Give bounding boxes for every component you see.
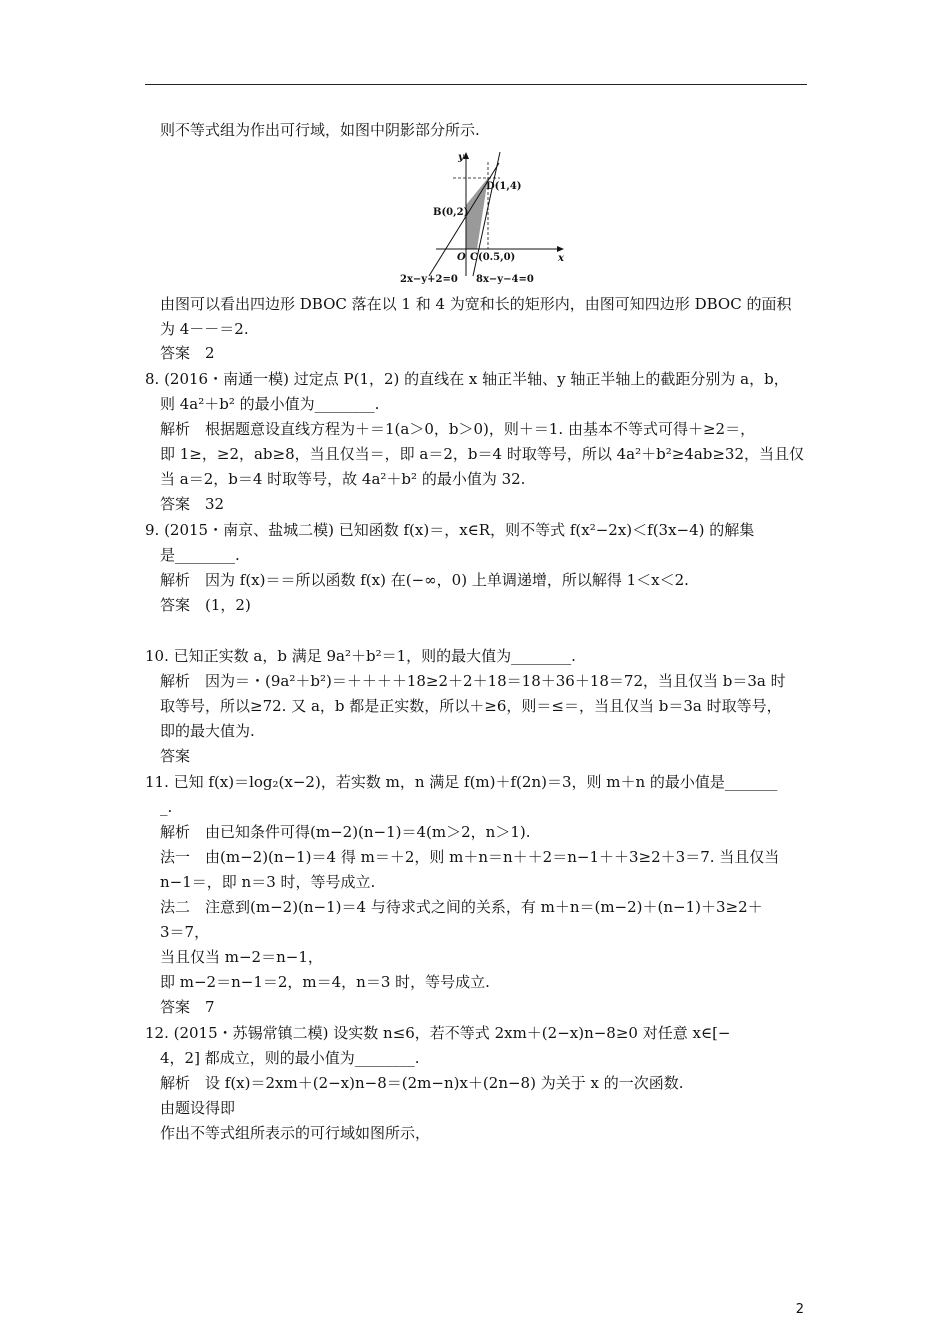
answer-line: 答案 2 [160, 344, 215, 362]
text-line: 取等号，所以≥72. 又 a，b 都是正实数，所以＋≥6，则＝≤＝，当且仅当 b＝3a 时取等号， [160, 697, 782, 715]
text-line: 是________. [160, 546, 240, 564]
point-b-label: B(0,2) [433, 207, 469, 218]
x-axis-label: x [558, 253, 564, 264]
x-axis-arrow [557, 246, 564, 252]
text-line: 法二 注意到(m−2)(n−1)＝4 与待求式之间的关系，有 m＋n＝(m−2)＋(n−1)＋3≥2＋ [160, 898, 763, 916]
text-line: 4，2] 都成立，则的最小值为________. [160, 1049, 420, 1067]
question-12: 12. (2015・苏锡常镇二模) 设实数 n≤6，若不等式 2xm＋(2−x)n−8≥0 对任意 x∈[− [145, 1024, 731, 1042]
page-number: 2 [795, 1302, 804, 1317]
text-line: 解析 因为 f(x)＝＝所以函数 f(x) 在(−∞，0) 上单调递增，所以解得 1＜x＜2. [160, 571, 689, 589]
question-9: 9. (2015・南京、盐城二模) 已知函数 f(x)＝，x∈R，则不等式 f(x²−2x)＜f(3x−4) 的解集 [145, 521, 755, 539]
text-line: 由题设得即 [160, 1099, 236, 1117]
text-line: _. [160, 798, 173, 816]
text-line: 作出不等式组所表示的可行域如图所示， [160, 1124, 431, 1142]
text-line: 即 m−2＝n−1＝2，m＝4，n＝3 时，等号成立. [160, 973, 490, 991]
y-axis-arrow [463, 152, 469, 159]
feasible-region-figure [398, 148, 568, 284]
text-line: 当且仅当 m−2＝n−1， [160, 948, 323, 966]
question-10: 10. 已知正实数 a，b 满足 9a²＋b²＝1，则的最大值为________. [145, 647, 576, 665]
text-line: 由图可以看出四边形 DBOC 落在以 1 和 4 为宽和长的矩形内，由图可知四边形 DBOC 的面积 [160, 295, 792, 313]
intro-line: 则不等式组为作出可行域，如图中阴影部分所示. [160, 121, 480, 139]
answer-line: 答案 (1，2) [160, 596, 251, 614]
text-line: 3＝7， [160, 923, 210, 941]
text-line: 即 1≥，≥2，ab≥8，当且仅当＝，即 a＝2，b＝4 时取等号，所以 4a²＋b²≥4ab≥32，当且仅 [160, 445, 805, 463]
shaded-region [466, 178, 488, 249]
text-line: 解析 由已知条件可得(m−2)(n−1)＝4(m＞2，n＞1). [160, 823, 531, 841]
feasible-region-svg [398, 148, 568, 284]
text-line: 则 4a²＋b² 的最小值为________. [160, 395, 380, 413]
line2-label: 8x−y−4=0 [476, 274, 534, 284]
text-line: 为 4－－＝2. [160, 320, 249, 338]
point-d-label: D(1,4) [486, 181, 522, 192]
y-axis-label: y [458, 152, 464, 163]
text-line: 解析 因为＝・(9a²＋b²)＝＋＋＋＋18≥2＋2＋18＝18＋36＋18＝72，当且仅当 b＝3a 时 [160, 672, 786, 690]
text-line: n−1＝，即 n＝3 时，等号成立. [160, 873, 376, 891]
origin-label: O [457, 252, 466, 263]
question-8: 8. (2016・南通一模) 过定点 P(1，2) 的直线在 x 轴正半轴、y 轴正半轴上的截距分别为 a，b， [145, 370, 789, 388]
question-11: 11. 已知 f(x)＝log₂(x−2)，若实数 m，n 满足 f(m)＋f(2n)＝3，则 m＋n 的最小值是_______ [145, 773, 778, 791]
text-line: 解析 设 f(x)＝2xm＋(2−x)n−8＝(2m−n)x＋(2n−8) 为关于 x 的一次函数. [160, 1074, 684, 1092]
answer-line: 答案 7 [160, 998, 215, 1016]
text-line: 法一 由(m−2)(n−1)＝4 得 m＝＋2，则 m＋n＝n＋＋2＝n−1＋＋3≥2＋3＝7. 当且仅当 [160, 848, 780, 866]
answer-line: 答案 32 [160, 495, 225, 513]
text-line: 即的最大值为. [160, 722, 255, 740]
header-rule [145, 84, 807, 85]
point-c-label: C(0.5,0) [470, 252, 516, 263]
answer-line: 答案 [160, 747, 191, 765]
text-line: 解析 根据题意设直线方程为＋＝1(a＞0，b＞0)，则＋＝1. 由基本不等式可得＋≥2＝， [160, 420, 756, 438]
line1-label: 2x−y+2=0 [400, 274, 458, 284]
text-line: 当 a＝2，b＝4 时取等号，故 4a²＋b² 的最小值为 32. [160, 470, 526, 488]
